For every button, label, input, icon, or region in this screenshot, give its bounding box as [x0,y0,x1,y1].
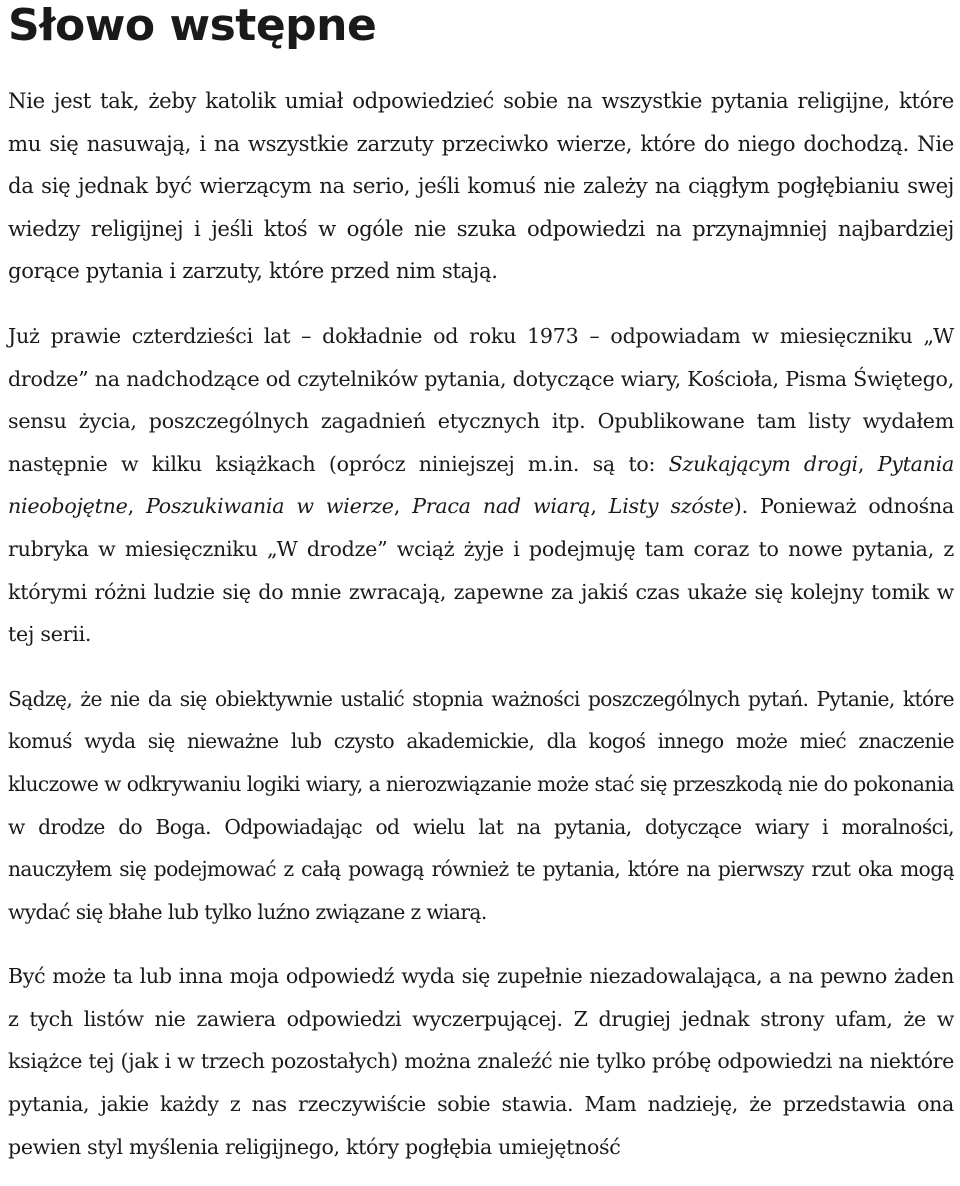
document-page [8,0,954,1168]
book-title-3: Poszukiwania w wierze [146,494,394,519]
book-title-1: Szukającym drogi [668,451,858,476]
paragraph-1: Nie jest tak, żeby katolik umiał odpowiedzieć sobie na wszystkie pytania religijne, które mu się nasuwają, i na wszystkie zarzuty przeciwko wierze, które do niego dochodzą. Nie da się jednak być wierzącym na serio, jeśli komuś nie zależy na ciągłym pogłębianiu swej wiedzy religijnej i jeśli ktoś w ogóle nie szuka odpowiedzi na przynajmniej najbardziej gorące pytania i zarzuty, które przed nim stają. [8,88,954,284]
separator: , [393,494,413,519]
paragraph-2-outro: ). Ponieważ odnośna rubryka w miesięczniku „W drodze” wciąż żyje i podejmuję tam coraz to nowe pytania, z którymi różni ludzie się do mnie zwracają, zapewne za jakiś czas ukaże się kolejny tomik w tej serii. [8,494,954,647]
book-title-5: Listy szóste [608,494,734,519]
book-title-4: Praca nad wiarą [412,494,591,519]
separator: , [590,494,609,519]
book-title-2: Pytania nieobojętne [8,451,955,519]
page-title: Słowo wstępne [8,0,377,51]
paragraph-3: Sądzę, że nie da się obiektywnie ustalić stopnia ważności poszczególnych pytań. Pytanie, które komuś wyda się nieważne lub czysto akademickie, dla kogoś innego może mieć znaczenie kluczowe w odkrywaniu logiki wiary, a nierozwiązanie może stać się przeszkodą nie do pokonania w drodze do Boga. Odpowiadając od wielu lat na pytania, dotyczące wiary i moralności, nauczyłem się podejmować z całą powagą również te pytania, które na pierwszy rzut oka mogą wydać się błahe lub tylko luźno związane z wiarą. [8,686,954,924]
separator: , [857,451,878,476]
paragraph-2 [8,315,954,656]
paragraph-4: Być może ta lub inna moja odpowiedź wyda się zupełnie niezadowalająca, a na pewno żaden z tych listów nie zawiera odpowiedzi wyczerpującej. Z drugiej jednak strony ufam, że w książce tej (jak i w trzech pozostałych) można znaleźć nie tylko próbę odpowiedzi na niektóre pytania, jakie każdy z nas rzeczywiście sobie stawia. Mam nadzieję, że przedstawia ona pewien styl myślenia religijnego, który pogłębia umiejętność [8,964,954,1159]
paragraph-2-intro: Już prawie czterdzieści lat – dokładnie od roku 1973 – odpowiadam w miesięczniku „W drodze” na nadchodzące od czytelników pytania, dotyczące wiary, Kościoła, Pisma Świętego, sensu życia, poszczególnych zagadnień etycznych itp. Opublikowane tam listy wydałem następnie w kilku książkach (oprócz niniejszej m.in. są to: [8,323,954,476]
separator: , [127,494,147,519]
